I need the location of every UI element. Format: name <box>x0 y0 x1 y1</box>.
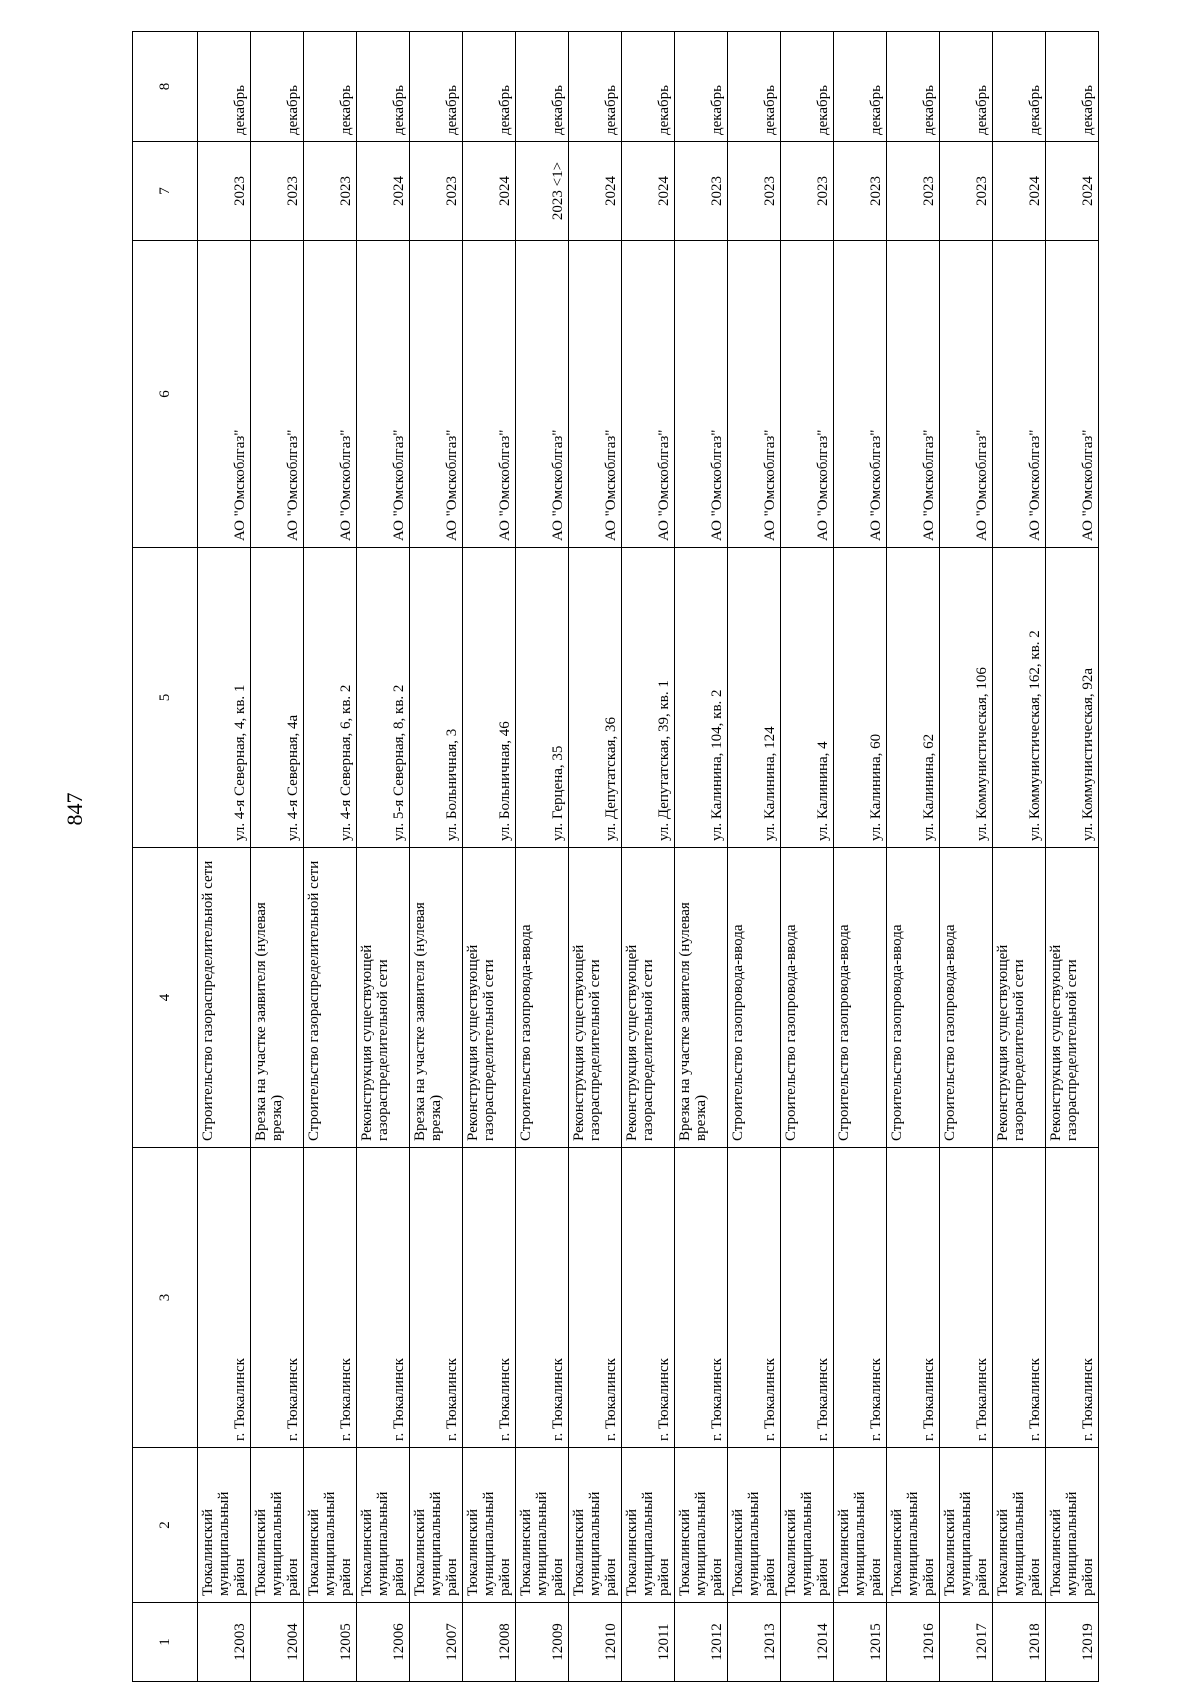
organization-cell: АО "Омскоблгаз" <box>675 241 728 548</box>
month-cell: декабрь <box>993 32 1046 142</box>
table-row <box>940 32 993 1682</box>
work-type-cell: Реконструкция существующей газораспределительной сети <box>993 848 1046 1148</box>
district-cell: Тюкалинский муниципальный район <box>622 1448 675 1603</box>
month-cell: декабрь <box>357 32 410 142</box>
organization-cell: АО "Омскоблгаз" <box>516 241 569 548</box>
table-row <box>304 32 357 1682</box>
row-number-cell: 12010 <box>569 1603 622 1682</box>
table-row <box>781 32 834 1682</box>
page-number: 847 <box>62 792 87 826</box>
table-row <box>516 32 569 1682</box>
work-type-cell: Строительство газопровода-ввода <box>516 848 569 1148</box>
year-cell: 2024 <box>463 142 516 241</box>
address-cell: ул. 5-я Северная, 8, кв. 2 <box>357 548 410 848</box>
work-type-cell: Строительство газораспределительной сети <box>304 848 357 1148</box>
year-cell: 2023 <box>728 142 781 241</box>
organization-cell: АО "Омскоблгаз" <box>940 241 993 548</box>
month-cell: декабрь <box>675 32 728 142</box>
table-row <box>463 32 516 1682</box>
month-cell: декабрь <box>781 32 834 142</box>
organization-cell: АО "Омскоблгаз" <box>304 241 357 548</box>
row-number-cell: 12011 <box>622 1603 675 1682</box>
work-type-cell: Строительство газопровода-ввода <box>728 848 781 1148</box>
header-cell: 6 <box>133 241 198 548</box>
address-cell: ул. Депутатская, 39, кв. 1 <box>622 548 675 848</box>
month-cell: декабрь <box>622 32 675 142</box>
work-type-cell: Реконструкция существующей газораспределительной сети <box>357 848 410 1148</box>
month-cell: декабрь <box>304 32 357 142</box>
month-cell: декабрь <box>516 32 569 142</box>
settlement-cell: г. Тюкалинск <box>357 1148 410 1448</box>
work-type-cell: Строительство газопровода-ввода <box>781 848 834 1148</box>
organization-cell: АО "Омскоблгаз" <box>993 241 1046 548</box>
settlement-cell: г. Тюкалинск <box>410 1148 463 1448</box>
row-number-cell: 12005 <box>304 1603 357 1682</box>
address-cell: ул. 4-я Северная, 4, кв. 1 <box>198 548 251 848</box>
work-type-cell: Строительство газопровода-ввода <box>887 848 940 1148</box>
rotated-table-container <box>132 32 1096 1682</box>
work-type-cell: Строительство газопровода-ввода <box>834 848 887 1148</box>
organization-cell: АО "Омскоблгаз" <box>569 241 622 548</box>
year-cell: 2023 <box>410 142 463 241</box>
address-cell: ул. 4-я Северная, 4а <box>251 548 304 848</box>
month-cell: декабрь <box>569 32 622 142</box>
district-cell: Тюкалинский муниципальный район <box>781 1448 834 1603</box>
table-row <box>887 32 940 1682</box>
header-cell: 2 <box>133 1448 198 1603</box>
year-cell: 2023 <box>940 142 993 241</box>
address-cell: ул. Коммунистическая, 92а <box>1046 548 1099 848</box>
address-cell: ул. 4-я Северная, 6, кв. 2 <box>304 548 357 848</box>
table-row <box>410 32 463 1682</box>
settlement-cell: г. Тюкалинск <box>940 1148 993 1448</box>
work-type-cell: Реконструкция существующей газораспределительной сети <box>1046 848 1099 1148</box>
row-number-cell: 12004 <box>251 1603 304 1682</box>
district-cell: Тюкалинский муниципальный район <box>1046 1448 1099 1603</box>
work-type-cell: Врезка на участке заявителя (нулевая врезка) <box>251 848 304 1148</box>
settlement-cell: г. Тюкалинск <box>781 1148 834 1448</box>
organization-cell: АО "Омскоблгаз" <box>198 241 251 548</box>
table-row <box>993 32 1046 1682</box>
row-number-cell: 12017 <box>940 1603 993 1682</box>
organization-cell: АО "Омскоблгаз" <box>728 241 781 548</box>
district-cell: Тюкалинский муниципальный район <box>834 1448 887 1603</box>
district-cell: Тюкалинский муниципальный район <box>463 1448 516 1603</box>
work-type-cell: Строительство газораспределительной сети <box>198 848 251 1148</box>
district-cell: Тюкалинский муниципальный район <box>357 1448 410 1603</box>
district-cell: Тюкалинский муниципальный район <box>251 1448 304 1603</box>
district-cell: Тюкалинский муниципальный район <box>728 1448 781 1603</box>
table-row <box>834 32 887 1682</box>
organization-cell: АО "Омскоблгаз" <box>251 241 304 548</box>
settlement-cell: г. Тюкалинск <box>834 1148 887 1448</box>
year-cell: 2024 <box>622 142 675 241</box>
header-row <box>133 32 198 1682</box>
month-cell: декабрь <box>463 32 516 142</box>
district-cell: Тюкалинский муниципальный район <box>993 1448 1046 1603</box>
year-cell: 2023 <box>781 142 834 241</box>
month-cell: декабрь <box>887 32 940 142</box>
district-cell: Тюкалинский муниципальный район <box>675 1448 728 1603</box>
settlement-cell: г. Тюкалинск <box>887 1148 940 1448</box>
settlement-cell: г. Тюкалинск <box>304 1148 357 1448</box>
address-cell: ул. Калинина, 62 <box>887 548 940 848</box>
row-number-cell: 12012 <box>675 1603 728 1682</box>
settlement-cell: г. Тюкалинск <box>569 1148 622 1448</box>
year-cell: 2023 <box>251 142 304 241</box>
header-cell: 7 <box>133 142 198 241</box>
year-cell: 2024 <box>357 142 410 241</box>
month-cell: декабрь <box>410 32 463 142</box>
table-row <box>1046 32 1099 1682</box>
settlement-cell: г. Тюкалинск <box>728 1148 781 1448</box>
month-cell: декабрь <box>940 32 993 142</box>
organization-cell: АО "Омскоблгаз" <box>1046 241 1099 548</box>
header-cell: 3 <box>133 1148 198 1448</box>
row-number-cell: 12014 <box>781 1603 834 1682</box>
work-type-cell: Реконструкция существующей газораспределительной сети <box>463 848 516 1148</box>
year-cell: 2023 <1> <box>516 142 569 241</box>
organization-cell: АО "Омскоблгаз" <box>887 241 940 548</box>
year-cell: 2024 <box>993 142 1046 241</box>
year-cell: 2023 <box>304 142 357 241</box>
address-cell: ул. Больничная, 3 <box>410 548 463 848</box>
settlement-cell: г. Тюкалинск <box>1046 1148 1099 1448</box>
year-cell: 2024 <box>569 142 622 241</box>
row-number-cell: 12003 <box>198 1603 251 1682</box>
header-cell: 8 <box>133 32 198 142</box>
address-cell: ул. Больничная, 46 <box>463 548 516 848</box>
organization-cell: АО "Омскоблгаз" <box>834 241 887 548</box>
table-row <box>357 32 410 1682</box>
month-cell: декабрь <box>198 32 251 142</box>
work-type-cell: Реконструкция существующей газораспределительной сети <box>569 848 622 1148</box>
row-number-cell: 12006 <box>357 1603 410 1682</box>
settlement-cell: г. Тюкалинск <box>516 1148 569 1448</box>
organization-cell: АО "Омскоблгаз" <box>357 241 410 548</box>
year-cell: 2023 <box>198 142 251 241</box>
district-cell: Тюкалинский муниципальный район <box>516 1448 569 1603</box>
district-cell: Тюкалинский муниципальный район <box>569 1448 622 1603</box>
year-cell: 2023 <box>834 142 887 241</box>
address-cell: ул. Депутатская, 36 <box>569 548 622 848</box>
month-cell: декабрь <box>834 32 887 142</box>
month-cell: декабрь <box>251 32 304 142</box>
district-cell: Тюкалинский муниципальный район <box>198 1448 251 1603</box>
year-cell: 2024 <box>1046 142 1099 241</box>
district-cell: Тюкалинский муниципальный район <box>940 1448 993 1603</box>
district-cell: Тюкалинский муниципальный район <box>887 1448 940 1603</box>
table-row <box>251 32 304 1682</box>
month-cell: декабрь <box>1046 32 1099 142</box>
settlement-cell: г. Тюкалинск <box>198 1148 251 1448</box>
year-cell: 2023 <box>887 142 940 241</box>
work-type-cell: Реконструкция существующей газораспределительной сети <box>622 848 675 1148</box>
settlement-cell: г. Тюкалинск <box>251 1148 304 1448</box>
address-cell: ул. Калинина, 124 <box>728 548 781 848</box>
work-type-cell: Врезка на участке заявителя (нулевая врезка) <box>410 848 463 1148</box>
address-cell: ул. Коммунистическая, 162, кв. 2 <box>993 548 1046 848</box>
month-cell: декабрь <box>728 32 781 142</box>
table-row <box>728 32 781 1682</box>
organization-cell: АО "Омскоблгаз" <box>463 241 516 548</box>
row-number-cell: 12019 <box>1046 1603 1099 1682</box>
table-row <box>198 32 251 1682</box>
settlement-cell: г. Тюкалинск <box>993 1148 1046 1448</box>
settlement-cell: г. Тюкалинск <box>622 1148 675 1448</box>
district-cell: Тюкалинский муниципальный район <box>410 1448 463 1603</box>
settlement-cell: г. Тюкалинск <box>463 1148 516 1448</box>
table-row <box>569 32 622 1682</box>
row-number-cell: 12008 <box>463 1603 516 1682</box>
district-cell: Тюкалинский муниципальный район <box>304 1448 357 1603</box>
address-cell: ул. Калинина, 4 <box>781 548 834 848</box>
organization-cell: АО "Омскоблгаз" <box>622 241 675 548</box>
organization-cell: АО "Омскоблгаз" <box>410 241 463 548</box>
row-number-cell: 12015 <box>834 1603 887 1682</box>
address-cell: ул. Калинина, 60 <box>834 548 887 848</box>
year-cell: 2023 <box>675 142 728 241</box>
organization-cell: АО "Омскоблгаз" <box>781 241 834 548</box>
table-row <box>675 32 728 1682</box>
address-cell: ул. Герцена, 35 <box>516 548 569 848</box>
address-cell: ул. Коммунистическая, 106 <box>940 548 993 848</box>
gas-works-table <box>132 31 1099 1682</box>
header-cell: 1 <box>133 1603 198 1682</box>
row-number-cell: 12016 <box>887 1603 940 1682</box>
table-row <box>622 32 675 1682</box>
row-number-cell: 12007 <box>410 1603 463 1682</box>
row-number-cell: 12009 <box>516 1603 569 1682</box>
header-cell: 5 <box>133 548 198 848</box>
work-type-cell: Врезка на участке заявителя (нулевая врезка) <box>675 848 728 1148</box>
header-cell: 4 <box>133 848 198 1148</box>
settlement-cell: г. Тюкалинск <box>675 1148 728 1448</box>
row-number-cell: 12018 <box>993 1603 1046 1682</box>
work-type-cell: Строительство газопровода-ввода <box>940 848 993 1148</box>
row-number-cell: 12013 <box>728 1603 781 1682</box>
address-cell: ул. Калинина, 104, кв. 2 <box>675 548 728 848</box>
